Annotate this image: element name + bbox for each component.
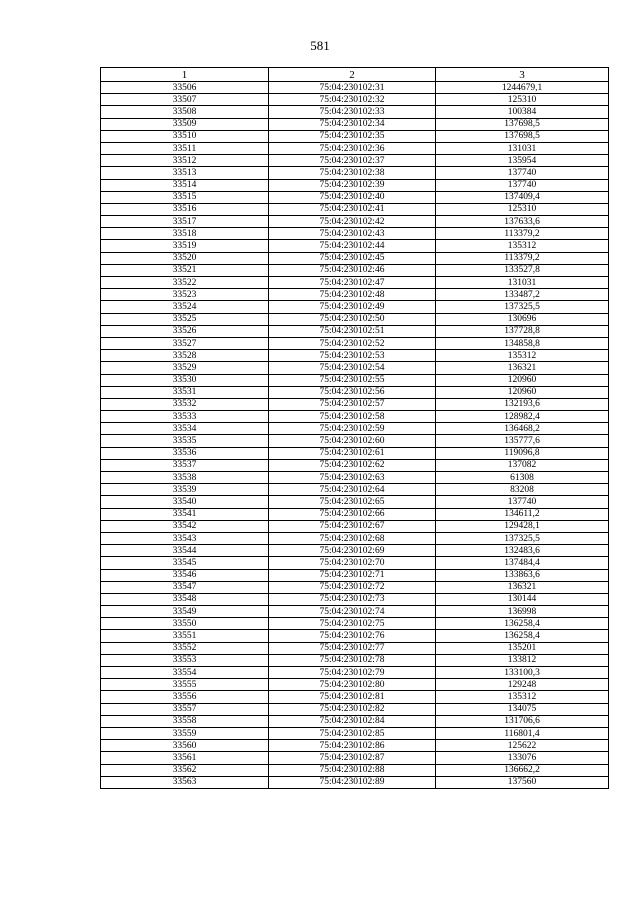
row-number-cell: 33514 — [101, 179, 269, 191]
cadastral-number-cell: 75:04:230102:48 — [269, 289, 436, 301]
value-cell: 1244679,1 — [436, 82, 609, 94]
row-number-cell: 33562 — [101, 764, 269, 776]
table-row — [101, 167, 609, 179]
table-row — [101, 386, 609, 398]
value-cell: 136998 — [436, 606, 609, 618]
row-number-cell: 33543 — [101, 532, 269, 544]
table-row — [101, 179, 609, 191]
value-cell: 119096,8 — [436, 447, 609, 459]
cadastral-number-cell: 75:04:230102:71 — [269, 569, 436, 581]
table-row — [101, 155, 609, 167]
row-number-cell: 33513 — [101, 167, 269, 179]
table-row — [101, 764, 609, 776]
data-table — [100, 67, 609, 789]
value-cell: 130696 — [436, 313, 609, 325]
table-row — [101, 325, 609, 337]
value-cell: 113379,2 — [436, 228, 609, 240]
table-row — [101, 313, 609, 325]
row-number-cell: 33528 — [101, 350, 269, 362]
value-cell: 136468,2 — [436, 423, 609, 435]
table-row — [101, 203, 609, 215]
cadastral-number-cell: 75:04:230102:39 — [269, 179, 436, 191]
cadastral-number-cell: 75:04:230102:79 — [269, 667, 436, 679]
cadastral-number-cell: 75:04:230102:86 — [269, 740, 436, 752]
value-cell: 137633,6 — [436, 216, 609, 228]
value-cell: 137082 — [436, 459, 609, 471]
value-cell: 132483,6 — [436, 545, 609, 557]
cadastral-number-cell: 75:04:230102:73 — [269, 593, 436, 605]
table-row — [101, 142, 609, 154]
value-cell: 137740 — [436, 496, 609, 508]
row-number-cell: 33532 — [101, 398, 269, 410]
table-row — [101, 106, 609, 118]
value-cell: 135312 — [436, 240, 609, 252]
row-number-cell: 33511 — [101, 142, 269, 154]
row-number-cell: 33553 — [101, 654, 269, 666]
table-row — [101, 118, 609, 130]
value-cell: 131031 — [436, 142, 609, 154]
row-number-cell: 33530 — [101, 374, 269, 386]
row-number-cell: 33546 — [101, 569, 269, 581]
row-number-cell: 33552 — [101, 642, 269, 654]
table-row — [101, 618, 609, 630]
cadastral-number-cell: 75:04:230102:70 — [269, 557, 436, 569]
cadastral-number-cell: 75:04:230102:32 — [269, 94, 436, 106]
cadastral-number-cell: 75:04:230102:61 — [269, 447, 436, 459]
row-number-cell: 33541 — [101, 508, 269, 520]
value-cell: 137740 — [436, 179, 609, 191]
value-cell: 131031 — [436, 277, 609, 289]
cadastral-number-cell: 75:04:230102:52 — [269, 337, 436, 349]
value-cell: 137325,5 — [436, 301, 609, 313]
cadastral-number-cell: 75:04:230102:55 — [269, 374, 436, 386]
table-row — [101, 691, 609, 703]
cadastral-number-cell: 75:04:230102:44 — [269, 240, 436, 252]
row-number-cell: 33542 — [101, 520, 269, 532]
row-number-cell: 33526 — [101, 325, 269, 337]
table-row — [101, 447, 609, 459]
row-number-cell: 33508 — [101, 106, 269, 118]
value-cell: 134075 — [436, 703, 609, 715]
table-row — [101, 520, 609, 532]
table-row — [101, 545, 609, 557]
cadastral-number-cell: 75:04:230102:80 — [269, 679, 436, 691]
row-number-cell: 33558 — [101, 715, 269, 727]
row-number-cell: 33517 — [101, 216, 269, 228]
cadastral-number-cell: 75:04:230102:67 — [269, 520, 436, 532]
cadastral-number-cell: 75:04:230102:85 — [269, 727, 436, 739]
row-number-cell: 33539 — [101, 484, 269, 496]
value-cell: 133527,8 — [436, 264, 609, 276]
table-row — [101, 752, 609, 764]
table-row — [101, 82, 609, 94]
cadastral-number-cell: 75:04:230102:45 — [269, 252, 436, 264]
table-row — [101, 630, 609, 642]
cadastral-number-cell: 75:04:230102:77 — [269, 642, 436, 654]
value-cell: 137698,5 — [436, 118, 609, 130]
table-row — [101, 264, 609, 276]
row-number-cell: 33551 — [101, 630, 269, 642]
row-number-cell: 33524 — [101, 301, 269, 313]
row-number-cell: 33522 — [101, 277, 269, 289]
value-cell: 137560 — [436, 776, 609, 788]
cadastral-number-cell: 75:04:230102:62 — [269, 459, 436, 471]
table-body — [101, 82, 609, 789]
cadastral-number-cell: 75:04:230102:59 — [269, 423, 436, 435]
cadastral-number-cell: 75:04:230102:34 — [269, 118, 436, 130]
row-number-cell: 33547 — [101, 581, 269, 593]
value-cell: 135201 — [436, 642, 609, 654]
table-row — [101, 216, 609, 228]
cadastral-number-cell: 75:04:230102:89 — [269, 776, 436, 788]
cadastral-number-cell: 75:04:230102:46 — [269, 264, 436, 276]
value-cell: 133812 — [436, 654, 609, 666]
value-cell: 136662,2 — [436, 764, 609, 776]
row-number-cell: 33525 — [101, 313, 269, 325]
value-cell: 129428,1 — [436, 520, 609, 532]
row-number-cell: 33535 — [101, 435, 269, 447]
value-cell: 135777,6 — [436, 435, 609, 447]
cadastral-number-cell: 75:04:230102:58 — [269, 411, 436, 423]
table-header — [101, 68, 609, 82]
cadastral-number-cell: 75:04:230102:54 — [269, 362, 436, 374]
cadastral-number-cell: 75:04:230102:53 — [269, 350, 436, 362]
table-row — [101, 654, 609, 666]
value-cell: 130144 — [436, 593, 609, 605]
cadastral-number-cell: 75:04:230102:69 — [269, 545, 436, 557]
cadastral-number-cell: 75:04:230102:66 — [269, 508, 436, 520]
table-row — [101, 459, 609, 471]
row-number-cell: 33549 — [101, 606, 269, 618]
cadastral-number-cell: 75:04:230102:47 — [269, 277, 436, 289]
cadastral-number-cell: 75:04:230102:64 — [269, 484, 436, 496]
cadastral-number-cell: 75:04:230102:81 — [269, 691, 436, 703]
value-cell: 100384 — [436, 106, 609, 118]
value-cell: 131706,6 — [436, 715, 609, 727]
table-row — [101, 703, 609, 715]
value-cell: 113379,2 — [436, 252, 609, 264]
value-cell: 120960 — [436, 386, 609, 398]
table-row — [101, 667, 609, 679]
row-number-cell: 33529 — [101, 362, 269, 374]
cadastral-number-cell: 75:04:230102:51 — [269, 325, 436, 337]
row-number-cell: 33538 — [101, 472, 269, 484]
table-row — [101, 727, 609, 739]
row-number-cell: 33556 — [101, 691, 269, 703]
table-row — [101, 557, 609, 569]
row-number-cell: 33537 — [101, 459, 269, 471]
row-number-cell: 33545 — [101, 557, 269, 569]
value-cell: 120960 — [436, 374, 609, 386]
row-number-cell: 33515 — [101, 191, 269, 203]
row-number-cell: 33550 — [101, 618, 269, 630]
value-cell: 83208 — [436, 484, 609, 496]
value-cell: 61308 — [436, 472, 609, 484]
cadastral-number-cell: 75:04:230102:38 — [269, 167, 436, 179]
row-number-cell: 33563 — [101, 776, 269, 788]
value-cell: 133863,6 — [436, 569, 609, 581]
table-row — [101, 484, 609, 496]
value-cell: 137698,5 — [436, 130, 609, 142]
cadastral-number-cell: 75:04:230102:65 — [269, 496, 436, 508]
cadastral-number-cell: 75:04:230102:87 — [269, 752, 436, 764]
value-cell: 125310 — [436, 203, 609, 215]
row-number-cell: 33510 — [101, 130, 269, 142]
value-cell: 133487,2 — [436, 289, 609, 301]
table-row — [101, 423, 609, 435]
value-cell: 133076 — [436, 752, 609, 764]
table-row — [101, 581, 609, 593]
table-row — [101, 532, 609, 544]
table-row — [101, 569, 609, 581]
table-row — [101, 496, 609, 508]
header-row — [101, 68, 609, 82]
row-number-cell: 33557 — [101, 703, 269, 715]
cadastral-number-cell: 75:04:230102:40 — [269, 191, 436, 203]
table-row — [101, 191, 609, 203]
table-row — [101, 94, 609, 106]
cadastral-number-cell: 75:04:230102:57 — [269, 398, 436, 410]
page-number: 581 — [310, 38, 330, 53]
value-cell: 134858,8 — [436, 337, 609, 349]
row-number-cell: 33509 — [101, 118, 269, 130]
cadastral-number-cell: 75:04:230102:43 — [269, 228, 436, 240]
cadastral-number-cell: 75:04:230102:78 — [269, 654, 436, 666]
value-cell: 137728,8 — [436, 325, 609, 337]
table-row — [101, 776, 609, 788]
value-cell: 135312 — [436, 691, 609, 703]
value-cell: 137484,4 — [436, 557, 609, 569]
row-number-cell: 33548 — [101, 593, 269, 605]
value-cell: 135954 — [436, 155, 609, 167]
row-number-cell: 33560 — [101, 740, 269, 752]
cadastral-number-cell: 75:04:230102:33 — [269, 106, 436, 118]
table-row — [101, 362, 609, 374]
row-number-cell: 33512 — [101, 155, 269, 167]
row-number-cell: 33521 — [101, 264, 269, 276]
table-row — [101, 130, 609, 142]
cadastral-number-cell: 75:04:230102:72 — [269, 581, 436, 593]
cadastral-number-cell: 75:04:230102:49 — [269, 301, 436, 313]
row-number-cell: 33519 — [101, 240, 269, 252]
table-row — [101, 350, 609, 362]
cadastral-number-cell: 75:04:230102:41 — [269, 203, 436, 215]
cadastral-number-cell: 75:04:230102:63 — [269, 472, 436, 484]
table-row — [101, 398, 609, 410]
cadastral-number-cell: 75:04:230102:82 — [269, 703, 436, 715]
table-row — [101, 508, 609, 520]
value-cell: 136258,4 — [436, 618, 609, 630]
cadastral-number-cell: 75:04:230102:37 — [269, 155, 436, 167]
cadastral-number-cell: 75:04:230102:36 — [269, 142, 436, 154]
cadastral-number-cell: 75:04:230102:31 — [269, 82, 436, 94]
cadastral-number-cell: 75:04:230102:60 — [269, 435, 436, 447]
row-number-cell: 33506 — [101, 82, 269, 94]
table-row — [101, 301, 609, 313]
table-row — [101, 593, 609, 605]
table-row — [101, 715, 609, 727]
value-cell: 136321 — [436, 581, 609, 593]
table-row — [101, 289, 609, 301]
cadastral-number-cell: 75:04:230102:76 — [269, 630, 436, 642]
row-number-cell: 33531 — [101, 386, 269, 398]
value-cell: 137325,5 — [436, 532, 609, 544]
table-row — [101, 606, 609, 618]
row-number-cell: 33554 — [101, 667, 269, 679]
table-row — [101, 740, 609, 752]
cadastral-number-cell: 75:04:230102:75 — [269, 618, 436, 630]
row-number-cell: 33555 — [101, 679, 269, 691]
table-row — [101, 228, 609, 240]
row-number-cell: 33520 — [101, 252, 269, 264]
row-number-cell: 33516 — [101, 203, 269, 215]
value-cell: 125622 — [436, 740, 609, 752]
table-row — [101, 337, 609, 349]
value-cell: 136321 — [436, 362, 609, 374]
table-row — [101, 240, 609, 252]
table-row — [101, 374, 609, 386]
table-row — [101, 411, 609, 423]
value-cell: 129248 — [436, 679, 609, 691]
row-number-cell: 33507 — [101, 94, 269, 106]
table-row — [101, 277, 609, 289]
row-number-cell: 33536 — [101, 447, 269, 459]
value-cell: 134611,2 — [436, 508, 609, 520]
value-cell: 136258,4 — [436, 630, 609, 642]
cadastral-number-cell: 75:04:230102:56 — [269, 386, 436, 398]
value-cell: 132193,6 — [436, 398, 609, 410]
value-cell: 125310 — [436, 94, 609, 106]
value-cell: 133100,3 — [436, 667, 609, 679]
table-row — [101, 679, 609, 691]
column-header-2: 2 — [269, 68, 436, 82]
table-row — [101, 642, 609, 654]
cadastral-number-cell: 75:04:230102:50 — [269, 313, 436, 325]
row-number-cell: 33523 — [101, 289, 269, 301]
table-row — [101, 472, 609, 484]
row-number-cell: 33534 — [101, 423, 269, 435]
row-number-cell: 33518 — [101, 228, 269, 240]
value-cell: 116801,4 — [436, 727, 609, 739]
row-number-cell: 33559 — [101, 727, 269, 739]
cadastral-number-cell: 75:04:230102:68 — [269, 532, 436, 544]
column-header-3: 3 — [436, 68, 609, 82]
row-number-cell: 33544 — [101, 545, 269, 557]
row-number-cell: 33561 — [101, 752, 269, 764]
value-cell: 137740 — [436, 167, 609, 179]
value-cell: 137409,4 — [436, 191, 609, 203]
value-cell: 135312 — [436, 350, 609, 362]
cadastral-number-cell: 75:04:230102:42 — [269, 216, 436, 228]
cadastral-number-cell: 75:04:230102:35 — [269, 130, 436, 142]
row-number-cell: 33527 — [101, 337, 269, 349]
row-number-cell: 33533 — [101, 411, 269, 423]
row-number-cell: 33540 — [101, 496, 269, 508]
cadastral-number-cell: 75:04:230102:84 — [269, 715, 436, 727]
cadastral-number-cell: 75:04:230102:88 — [269, 764, 436, 776]
value-cell: 128982,4 — [436, 411, 609, 423]
cadastral-number-cell: 75:04:230102:74 — [269, 606, 436, 618]
table-row — [101, 435, 609, 447]
column-header-1: 1 — [101, 68, 269, 82]
table-row — [101, 252, 609, 264]
